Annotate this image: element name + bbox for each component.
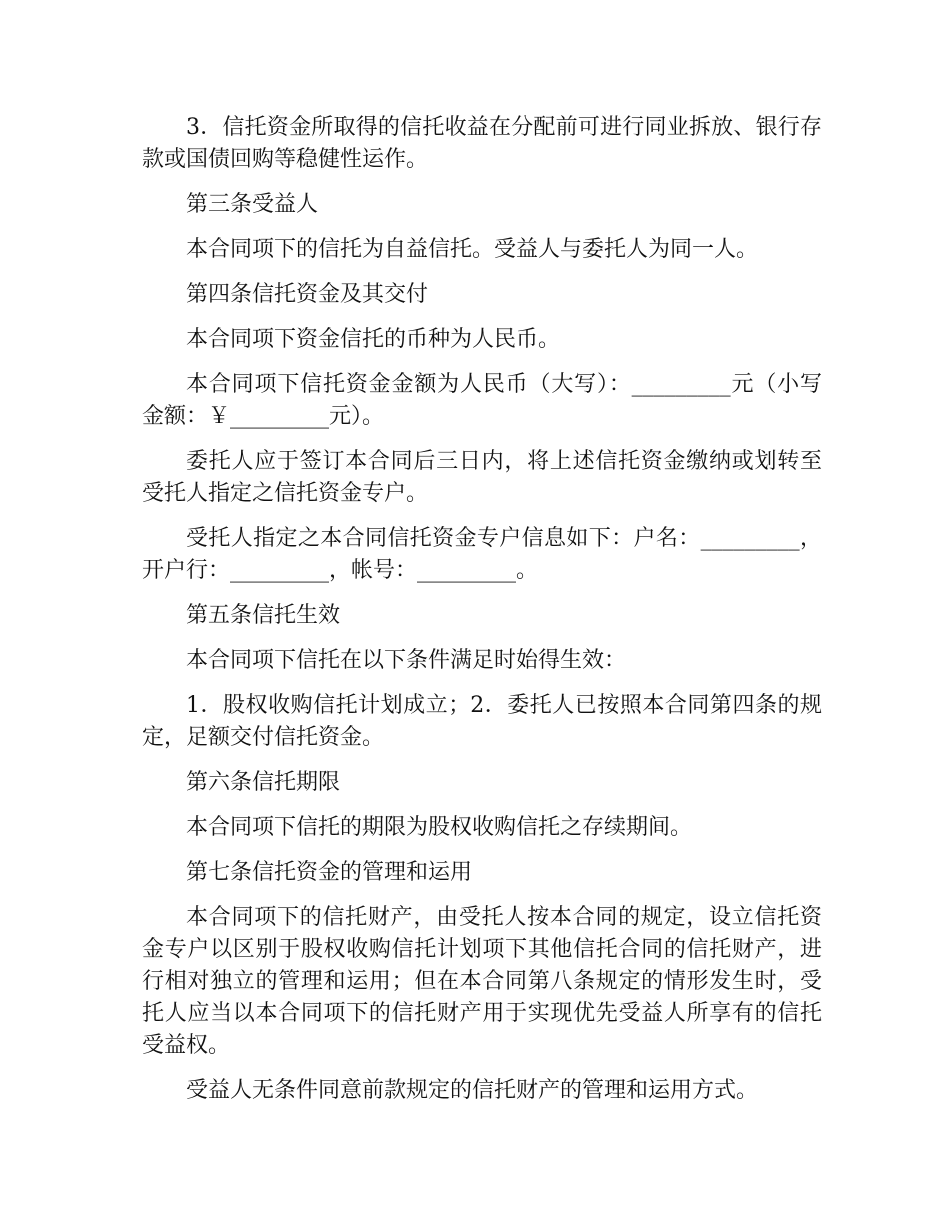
paragraph-payment-deadline: 委托人应于签订本合同后三日内，将上述信托资金缴纳或划转至受托人指定之信托资金专户。 xyxy=(142,449,822,506)
paragraph-term: 本合同项下信托的期限为股权收购信托之存续期间。 xyxy=(186,815,693,840)
paragraph-effect-conditions: 本合同项下信托在以下条件满足时始得生效： xyxy=(186,648,627,673)
heading-article-3-beneficiary: 第三条受益人 xyxy=(186,192,319,217)
paragraph-currency: 本合同项下资金信托的币种为人民币。 xyxy=(186,327,561,352)
paragraph-self-benefit-trust: 本合同项下的信托为自益信托。受益人与委托人为同一人。 xyxy=(186,237,759,262)
paragraph-account-info: 受托人指定之本合同信托资金专户信息如下：户名：_________，开户行：_________，帐号：_________。 xyxy=(142,526,822,583)
paragraph-management-details: 本合同项下的信托财产，由受托人按本合同的规定，设立信托资金专户以区别于股权收购信托计划项下其他信托合同的信托财产，进行相对独立的管理和运用；但在本合同第八条规定的情形发生时，受托人应当以本合同项下的信托财产用于实现优先受益人所享有的信托受益权。 xyxy=(142,905,822,1058)
document-page xyxy=(142,112,822,1120)
heading-article-6-term: 第六条信托期限 xyxy=(186,770,341,795)
heading-article-5-effectiveness: 第五条信托生效 xyxy=(186,603,341,628)
paragraph-investment-operation: 3．信托资金所取得的信托收益在分配前可进行同业拆放、银行存款或国债回购等稳健性运作。 xyxy=(142,115,822,172)
paragraph-amount: 本合同项下信托资金金额为人民币（大写）：_________元（小写金额：￥_________元）。 xyxy=(142,372,822,429)
heading-article-4-funds-delivery: 第四条信托资金及其交付 xyxy=(186,282,429,307)
heading-article-7-management: 第七条信托资金的管理和运用 xyxy=(186,860,473,885)
paragraph-beneficiary-consent: 受益人无条件同意前款规定的信托财产的管理和运用方式。 xyxy=(186,1078,759,1103)
paragraph-conditions-list: 1．股权收购信托计划成立；2．委托人已按照本合同第四条的规定，足额交付信托资金。 xyxy=(142,693,822,750)
